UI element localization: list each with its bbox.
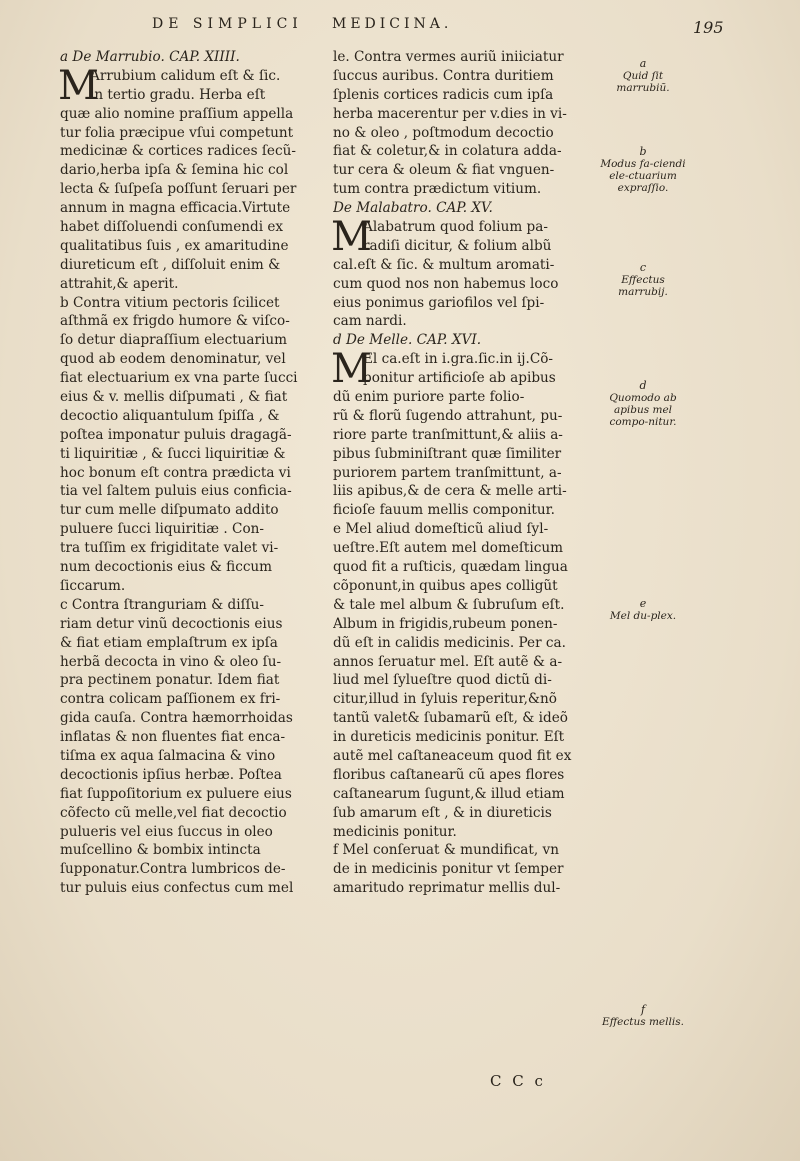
text-line: c Contra ſtranguriam & diſſu- [60, 596, 265, 613]
text-line: herba macerentur per v.dies in vi- [333, 105, 567, 122]
text-line: hoc bonum eſt contra prædicta vi [60, 464, 291, 481]
margin-letter: e [639, 597, 647, 610]
text-line: gida cauſa. Contra hæmorrhoidas [60, 710, 293, 727]
text-line: De Malabatro. CAP. XV. [333, 200, 493, 217]
text-line: tur folia præcipue vſui competunt [60, 124, 294, 141]
text-line: El ca.eſt in i.gra.ſic.in ij.Cõ- [363, 351, 554, 368]
text-line: num decoctionis eius & ficcum [60, 559, 273, 576]
text-line: f Mel conſeruat & mundificat, vn [333, 842, 559, 859]
text-line: eius ponimus gariofilos vel ſpi- [333, 294, 545, 311]
text-line: poſtea imponatur puluis dragagã- [60, 426, 292, 443]
text-line: ti liquiritiæ , & ſucci liquiritiæ & [60, 445, 286, 462]
text-line: cõponunt,in quibus apes colligũt [333, 577, 558, 594]
text-line: ſplenis cortices radicis cum ipſa [333, 86, 554, 103]
text-line: diureticum eſt , diſſoluit enim & [60, 256, 281, 273]
text-line: aſthmã ex frigdo humore & viſco- [60, 313, 290, 330]
text-line: tra tuſſim ex frigiditate valet vi- [60, 540, 279, 557]
text-line: ficioſe fauum mellis componitur. [333, 502, 555, 519]
text-line: amaritudo reprimatur mellis dul- [333, 880, 561, 897]
text-line: fiat & coletur,& in colatura adda- [333, 143, 562, 160]
margin-note-b [598, 146, 688, 194]
text-line: no & oleo , poſtmodum decoctio [333, 124, 554, 141]
text-line: & fiat etiam emplaſtrum ex ipſa [60, 634, 278, 651]
text-line: ſiccarum. [60, 577, 126, 594]
text-line: annum in magna efficacia.Virtute [60, 200, 291, 217]
drop-capital: M [331, 346, 372, 392]
text-line: tur cera & oleum & fiat vnguen- [333, 162, 555, 179]
text-line: habet diſſoluendi conſumendi ex [60, 219, 284, 236]
text-line: a De Marrubio. CAP. XIIII. [60, 49, 240, 65]
text-line: fiat ſuppoſitorium ex puluere eius [60, 785, 292, 802]
margin-note-e [598, 598, 688, 622]
text-line: decoctionis ipſius herbæ. Poſtea [60, 766, 282, 783]
text-line: inflatas & non fluentes fiat enca- [60, 729, 286, 746]
margin-note-f [598, 1004, 688, 1028]
running-head-left: DE SIMPLICI [152, 16, 303, 32]
text-line: ſuccus auribus. Contra duritiem [333, 67, 554, 84]
margin-letter: d [639, 379, 647, 392]
text-line: citur,illud in ſyluis reperitur,&nõ [333, 691, 557, 708]
text-line: annos ſeruatur mel. Eſt autẽ & a- [333, 653, 563, 670]
text-line: floribus caſtanearũ cũ apes flores [333, 766, 565, 783]
margin-note-a [598, 58, 688, 94]
text-line: in tertio gradu. Herba eſt [90, 86, 266, 103]
text-line: quæ alio nomine praſſium appella [60, 105, 294, 122]
text-line: cam nardi. [333, 313, 407, 330]
text-line: dũ enim puriore parte folio- [333, 389, 525, 406]
text-line: Alabatrum quod folium pa- [363, 219, 548, 236]
text-line: attrahit,& aperit. [60, 275, 179, 292]
text-line: tur cum melle diſpumato addito [60, 502, 279, 519]
text-line: Album in frigidis,rubeum ponen- [333, 615, 558, 632]
running-head-right: MEDICINA. [332, 16, 453, 32]
text-line: ſo detur diapraſſium electuarium [60, 332, 288, 349]
text-line: fiat electuarium ex vna parte ſucci [60, 370, 298, 387]
text-line: caſtanearum ſugunt,& illud etiam [333, 785, 565, 802]
text-line: riam detur vinũ decoctionis eius [60, 615, 283, 632]
left-column [60, 48, 326, 898]
running-head [0, 16, 800, 44]
drop-capital: M [58, 63, 99, 109]
text-line: Arrubium calidum eſt & ſic. [90, 67, 281, 84]
text-line: tur puluis eius confectus cum mel [60, 880, 294, 897]
text-line: cal.eſt & ſic. & multum aromati- [333, 256, 555, 273]
text-line: tantũ valet& ſubamarũ eſt, & ideõ [333, 710, 568, 727]
text-line: radiſi dicitur, & folium albũ [363, 237, 552, 254]
text-line: rũ & florũ ſugendo attrahunt, pu- [333, 407, 563, 424]
text-line: pulueris vel eius ſuccus in oleo [60, 823, 273, 840]
text-line: liud mel ſylueſtre quod dictũ di- [333, 672, 552, 689]
text-line: cõfecto cũ melle,vel fiat decoctio [60, 804, 287, 821]
margin-text: Quomodo ab apibus mel compo-nitur. [609, 392, 677, 428]
text-line: tiſma ex aqua ſalmacina & vino [60, 747, 276, 764]
margin-letter: b [639, 145, 647, 158]
right-column [333, 48, 595, 898]
text-line: pibus ſubminiſtrant quæ ſimiliter [333, 445, 562, 462]
catchword: C C c [490, 1072, 546, 1090]
margin-letter: c [639, 261, 647, 274]
margin-text: Quid ſit marrubiũ. [616, 70, 670, 94]
text-line: quod fit a ruſticis, quædam lingua [333, 559, 568, 576]
text-line: decoctio aliquantulum ſpiſſa , & [60, 407, 280, 424]
text-line: tum contra prædictum vitium. [333, 181, 542, 198]
text-line: qualitatibus ſuis , ex amaritudine [60, 237, 289, 254]
text-line: ſupponatur.Contra lumbricos de- [60, 861, 286, 878]
text-line: liis apibus,& de cera & melle arti- [333, 483, 567, 500]
text-line: ponitur artificioſe ab apibus [363, 370, 556, 387]
text-line: d De Melle. CAP. XVI. [333, 332, 482, 349]
text-line: de in medicinis ponitur vt ſemper [333, 861, 564, 878]
text-line: autẽ mel caſtaneaceum quod fit ex [333, 747, 572, 764]
text-line: pra pectinem ponatur. Idem fiat [60, 672, 280, 689]
margin-letter: f [640, 1003, 646, 1016]
text-line: muſcellino & bombix intincta [60, 842, 261, 859]
text-line: dario,herba ipſa & ſemina hic col [60, 162, 289, 179]
drop-capital: M [331, 214, 372, 260]
text-line: contra colicam paſſionem ex fri- [60, 691, 281, 708]
text-line: riore parte tranſmittunt,& aliis a- [333, 426, 563, 443]
text-line: dũ eſt in calidis medicinis. Per ca. [333, 634, 566, 651]
text-line: puriorem partem tranſmittunt, a- [333, 464, 562, 481]
text-line: medicinis ponitur. [333, 823, 457, 840]
text-line: tia vel ſaltem puluis eius conficia- [60, 483, 292, 500]
text-line: ſub amarum eſt , & in diureticis [333, 804, 552, 821]
margin-text: Effectus mellis. [602, 1016, 684, 1028]
margin-text: Effectus marrubij. [618, 274, 668, 298]
margin-text: Mel du-plex. [609, 610, 677, 622]
page-number: 195 [693, 18, 724, 37]
text-line: e Mel aliud domeſticũ aliud ſyl- [333, 521, 549, 538]
text-line: eius & v. mellis diſpumati , & fiat [60, 389, 288, 406]
margin-letter: a [639, 57, 647, 70]
text-line: & tale mel album & ſubruſum eſt. [333, 596, 565, 613]
margin-note-d [598, 380, 688, 428]
text-line: le. Contra vermes auriũ iniiciatur [333, 49, 564, 65]
text-line: puluere ſucci liquiritiæ . Con- [60, 521, 264, 538]
text-line: in dureticis medicinis ponitur. Eſt [333, 729, 565, 746]
margin-note-c [598, 262, 688, 298]
text-line: quod ab eodem denominatur, vel [60, 351, 286, 368]
text-line: herbã decocta in vino & oleo ſu- [60, 653, 282, 670]
margin-text: Modus fa-ciendi ele-ctuarium expraſſio. [600, 158, 686, 194]
text-line: b Contra vitium pectoris ſcilicet [60, 294, 280, 311]
text-line: ueſtre.Eſt autem mel domeſticum [333, 540, 563, 557]
text-line: cum quod nos non habemus loco [333, 275, 559, 292]
text-line: medicinæ & cortices radices ſecũ- [60, 143, 296, 160]
text-line: lecta & ſuſpeſa poſſunt ſeruari per [60, 181, 297, 198]
